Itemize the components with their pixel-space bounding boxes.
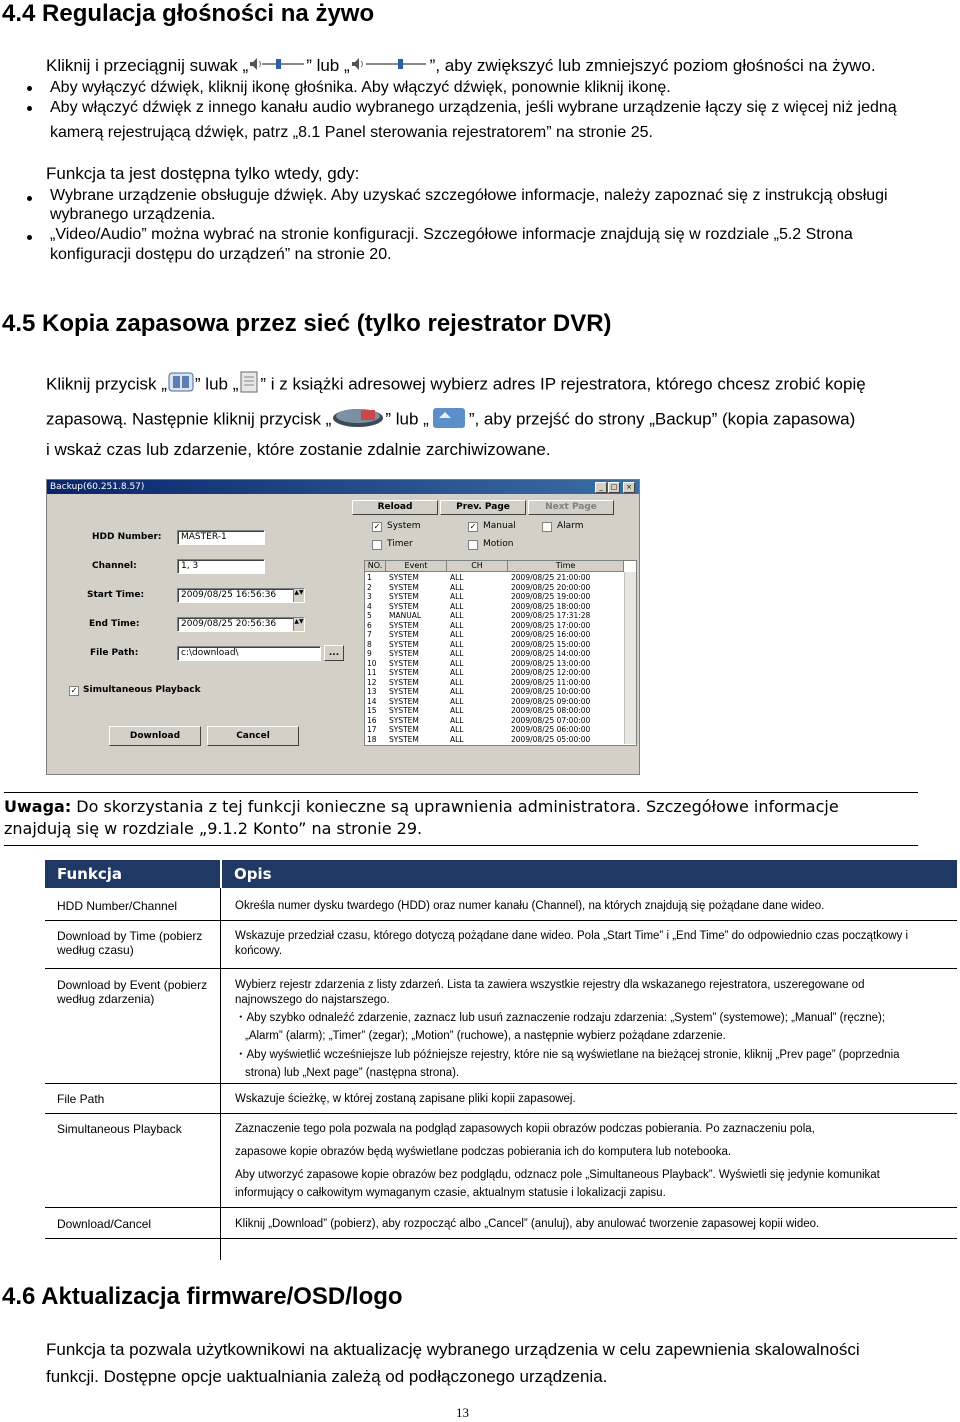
row-no: 18 [367,734,377,744]
row-event: MANUAL [389,611,422,620]
row-event: SYSTEM [389,582,419,592]
col-time-header[interactable]: Time [508,561,624,572]
alarm-checkbox[interactable] [542,522,552,532]
event-row[interactable] [365,630,623,639]
text-run: Download by Event (pobierz [57,978,208,992]
channel-select[interactable]: 1, 3 [177,559,265,574]
row-event: SYSTEM [389,649,419,658]
section-4-5-line1 [46,370,866,400]
row-ch: ALL [450,649,464,658]
row-event: SYSTEM [389,573,419,582]
browse-button[interactable]: ... [324,645,344,661]
col-event-header[interactable]: Event [386,561,447,572]
timer-label: Timer [387,539,413,549]
event-list[interactable] [364,560,637,746]
text-run: ”, aby przejść do strony „Backup” (kopia zapasowa) [468,409,856,429]
row-ch: ALL [450,611,464,620]
next-page-button[interactable]: Next Page [528,500,614,515]
row-simul-func: Simultaneous Playback [57,1122,182,1136]
event-row[interactable] [365,592,623,601]
row-hdd-desc: Określa numer dysku twardego (HDD) oraz numer kanału (Channel), na których znajdują się pożądane dane wideo. [235,900,825,912]
text-run: Kliknij i przeciągnij suwak „ [46,56,249,75]
minimize-icon[interactable]: _ [595,482,607,493]
row-time: 2009/08/25 07:00:00 [511,715,591,725]
row-ch: ALL [450,601,464,611]
row-time-desc [235,929,950,959]
row-simul-desc [235,1122,950,1201]
event-row[interactable] [365,640,623,649]
manual-checkbox[interactable]: ✓ [469,522,477,531]
event-row[interactable] [365,659,623,668]
row-ch: ALL [450,630,464,639]
text-run: ” lub „ [385,409,429,429]
section-4-6-line2: funkcji. Dostępne opcje uaktualniania zależą od podłączonego urządzenia. [46,1367,608,1386]
text-run: najnowszego do najstarszego. [235,994,390,1006]
text-run: końcowy. [235,945,283,957]
row-event: SYSTEM [389,630,419,639]
row-time: 2009/08/25 14:00:00 [511,649,591,658]
text-run: Download by Time (pobierz [57,929,203,943]
col-no-header[interactable]: NO. [365,561,386,572]
start-time-spinner[interactable]: ▲▼ [293,589,304,602]
note-label: Uwaga: [4,797,72,816]
bullet-channel-line2: kamerą rejestrującą dźwięk, patrz „8.1 Panel sterowania rejestratorem” na stronie 25. [50,124,653,141]
row-ch: ALL [450,592,464,601]
section-4-4-title: 4.4 Regulacja głośności na żywo [2,0,375,27]
row-no: 17 [367,725,377,734]
text-run: strona) lub „Next page” (następna strona). [245,1067,460,1079]
row-time: 2009/08/25 17:31:28 [511,611,591,620]
text-run: ”, aby zwiększyć lub zmniejszyć poziom głośności na żywo. [429,56,876,75]
row-event: SYSTEM [389,658,419,668]
row-ch: ALL [450,687,464,696]
end-time-label: End Time: [89,619,140,629]
page-number: 13 [456,1405,469,1420]
volume-slider-icon [248,56,306,78]
row-divider [45,1207,957,1208]
channel-label: Channel: [92,561,137,571]
event-row[interactable] [365,611,623,620]
bullet-mute-text: Aby wyłączyć dźwięk, kliknij ikonę głośnika. Aby włączyć dźwięk, ponownie kliknij ikonę. [50,79,671,96]
close-icon[interactable]: × [623,482,635,493]
row-time: 2009/08/25 09:00:00 [511,696,591,706]
row-event: SYSTEM [389,706,419,715]
row-no: 13 [367,687,377,696]
row-time: 2009/08/25 19:00:00 [511,592,591,601]
text-run: Zaznaczenie tego pola pozwala na podgląd zapasowych kopii obrazów podczas pobierania. Po zaznaczeniu pola, [235,1123,815,1135]
hdd-label: HDD Number: [92,532,162,542]
dialog-title: Backup(60.251.8.57) [50,482,145,492]
file-path-label: File Path: [90,648,139,658]
bullet [27,235,32,240]
availability-1-line1: Wybrane urządzenie obsługuje dźwięk. Aby uzyskać szczegółowe informacje, należy zapoznać się z instrukcją obsługi [50,187,888,204]
row-ch: ALL [450,639,464,649]
text-run: Aby szybko odnaleźć zdarzenie, zaznacz lub usuń zaznaczenie rodzaju zdarzenia: „System” (systemowe); „Manual” (ręczne); [246,1012,886,1024]
availability-1-line2: wybranego urządzenia. [50,206,216,223]
note-top-rule [4,792,918,793]
row-no: 5 [367,611,372,620]
alarm-label: Alarm [557,521,584,531]
row-no: 1 [367,573,372,582]
section-4-5-line3: i wskaż czas lub zdarzenie, które zostanie zdalnie zarchiwizowane. [46,440,551,459]
row-event: SYSTEM [389,687,419,696]
row-event: SYSTEM [389,715,419,725]
simultaneous-playback-label: Simultaneous Playback [83,685,201,695]
row-no: 9 [367,649,372,658]
text-run: ” i z książki adresowej wybierz adres IP rejestratora, którego chcesz zrobić kopię [260,374,866,394]
motion-checkbox[interactable] [468,540,478,550]
text-run: według zdarzenia) [57,992,155,1006]
row-ch: ALL [450,696,464,706]
row-no: 2 [367,582,372,592]
text-run: Wskazuje przedział czasu, którego dotyczą pożądane dane wideo. Pola „Start Time” i „End Time” do odpowiednio czas początkowy i [235,930,909,942]
row-time: 2009/08/25 11:00:00 [511,677,591,687]
row-event: SYSTEM [389,677,419,687]
event-row[interactable] [365,725,623,734]
row-event-desc [235,978,950,1081]
event-row[interactable] [365,649,623,658]
row-download-func: Download/Cancel [57,1217,152,1231]
section-4-6-line1: Funkcja ta pozwala użytkownikowi na aktualizację wybranego urządzenia w celu zapewnienia skalowalności [46,1340,860,1359]
bullet-channel-line1: Aby włączyć dźwięk z innego kanału audio wybranego urządzenia, jeśli wybrane urządzenie łączy się z więcej niż jedną [50,99,897,116]
reload-button[interactable]: Reload [352,500,438,515]
row-ch: ALL [450,668,464,677]
open-book-icon [167,371,195,399]
text-run: Wybierz rejestr zdarzenia z listy zdarzeń. Lista ta zawiera wszystkie rejestry dla wskazanego rejestratora, uszeregowane od [235,979,865,991]
row-path-func: File Path [57,1092,105,1106]
row-time: 2009/08/25 13:00:00 [511,658,591,668]
availability-2-line1: „Video/Audio” można wybrać na stronie konfiguracji. Szczegółowe informacje znajdują się w rozdziale „5.2 Strona [50,226,853,243]
row-no: 7 [367,630,372,639]
table-header-function: Funkcja [45,860,220,888]
row-time: 2009/08/25 18:00:00 [511,601,591,611]
system-checkbox[interactable]: ✓ [373,522,381,531]
prev-page-button[interactable]: Prev. Page [440,500,526,515]
download-button[interactable]: Download [109,726,201,746]
system-label: System [387,521,421,531]
row-time: 2009/08/25 06:00:00 [511,725,591,734]
list-scrollbar[interactable] [624,572,636,744]
text-run [235,1048,950,1063]
row-no: 6 [367,620,372,630]
row-no: 3 [367,592,372,601]
row-time: 2009/08/25 12:00:00 [511,668,591,677]
event-row[interactable] [365,697,623,706]
section-4-5-line2 [46,404,855,436]
row-ch: ALL [450,706,464,715]
row-time: 2009/08/25 10:00:00 [511,687,591,696]
bullet [27,196,32,201]
row-event: SYSTEM [389,696,419,706]
row-divider [45,1083,957,1084]
text-run: ” lub „ [306,56,350,75]
address-book-icon [238,370,260,400]
row-no: 8 [367,639,372,649]
row-time: 2009/08/25 16:00:00 [511,630,591,639]
text-run: Kliknij przycisk „ [46,374,167,394]
row-event: SYSTEM [389,639,419,649]
row-time: 2009/08/25 05:00:00 [511,734,591,744]
backup-alt-icon [429,404,469,436]
table-header-description: Opis [222,860,957,888]
row-download-desc: Kliknij „Download” (pobierz), aby rozpocząć albo „Cancel” (anuluj), aby anulować tworzenie zapasowej kopii wideo. [235,1218,820,1230]
section-4-5-title: 4.5 Kopia zapasowa przez sieć (tylko rejestrator DVR) [2,310,612,337]
row-event: SYSTEM [389,592,419,601]
row-event: SYSTEM [389,620,419,630]
row-ch: ALL [450,582,464,592]
manual-label: Manual [483,521,516,531]
timer-checkbox[interactable] [372,540,382,550]
event-row[interactable] [365,678,623,687]
text-run: Aby utworzyć zapasowe kopie obrazów bez podglądu, odznacz pole „Simultaneous Playback”. Wyświetli się jedynie komunikat [235,1169,880,1181]
dialog-titlebar [47,480,639,494]
text-run: informujący o całkowitym wymaganym czasie, aktualnym statusie i lokalizacji zapisu. [235,1187,666,1199]
row-divider [45,1113,957,1114]
cancel-button[interactable]: Cancel [207,726,299,746]
row-no: 10 [367,658,377,668]
event-row[interactable] [365,735,623,744]
simultaneous-playback-checkbox[interactable]: ✓ [70,686,78,695]
motion-label: Motion [483,539,514,549]
col-ch-header[interactable]: CH [447,561,508,572]
row-ch: ALL [450,677,464,687]
table-column-rule [220,888,221,1260]
small-bullet: ・ [235,1012,247,1024]
row-divider [45,920,957,921]
start-time-input[interactable]: 2009/08/25 16:56:36 [177,588,305,603]
row-time: 2009/08/25 21:00:00 [511,573,591,582]
row-event: SYSTEM [389,734,419,744]
small-bullet: ・ [235,1049,247,1061]
event-row[interactable] [365,583,623,592]
row-ch: ALL [450,725,464,734]
text-run [235,1011,950,1026]
bullet [27,86,32,91]
row-hdd-func: HDD Number/Channel [57,899,178,913]
row-no: 4 [367,601,372,611]
row-ch: ALL [450,658,464,668]
row-no: 16 [367,715,377,725]
text-run: ” lub „ [194,374,239,394]
row-time: 2009/08/25 15:00:00 [511,639,591,649]
backup-dialog-screenshot [46,479,640,775]
volume-slider-alt-icon [350,56,430,78]
row-event: SYSTEM [389,601,419,611]
note-text: Do skorzystania z tej funkcji konieczne są uprawnienia administratora. Szczegółowe informacje [71,797,839,816]
event-row[interactable] [365,687,623,696]
event-row[interactable] [365,706,623,715]
note-line2: znajdują się w rozdziale „9.1.2 Konto” na stronie 29. [4,819,423,838]
row-time: 2009/08/25 20:00:00 [511,582,591,592]
row-no: 11 [367,668,377,677]
event-row[interactable] [365,668,623,677]
maximize-icon[interactable]: □ [608,482,620,493]
row-time: 2009/08/25 17:00:00 [511,620,591,630]
row-ch: ALL [450,620,464,630]
volume-slider-line [46,55,876,78]
end-time-spinner[interactable]: ▲▼ [293,618,304,631]
row-no: 14 [367,696,377,706]
row-event-func [57,978,217,1006]
row-time-func [57,929,217,957]
text-run: zapasowe kopie obrazów będą wyświetlane podczas pobierania ich do komputera lub notebooka. [235,1146,732,1158]
row-event: SYSTEM [389,668,419,677]
event-row[interactable] [365,716,623,725]
end-time-input[interactable]: 2009/08/25 20:56:36 [177,617,305,632]
backup-button-icon [331,405,385,435]
event-row[interactable] [365,573,623,582]
row-no: 12 [367,677,377,687]
row-ch: ALL [450,573,464,582]
availability-2-line2: konfiguracji dostępu do urządzeń” na stronie 20. [50,246,392,263]
row-time: 2009/08/25 08:00:00 [511,706,591,715]
row-event: SYSTEM [389,725,419,734]
section-4-6-title: 4.6 Aktualizacja firmware/OSD/logo [2,1283,403,1310]
file-path-input[interactable]: c:\download\ [177,646,321,661]
note-line1 [4,797,839,817]
row-divider [45,968,957,969]
note-bottom-rule [4,845,918,846]
row-ch: ALL [450,734,464,744]
table-bottom-rule [45,1238,957,1239]
bullet [27,106,32,111]
hdd-number-select[interactable]: MASTER-1 [177,530,265,545]
row-ch: ALL [450,715,464,725]
text-run: „Alarm” (alarm); „Timer” (zegar); „Motion” (ruchowe), a następnie wybierz pożądane zdarzenie. [245,1030,726,1042]
availability-intro: Funkcja ta jest dostępna tylko wtedy, gdy: [46,164,360,183]
text-run: według czasu) [57,943,134,957]
event-row[interactable] [365,621,623,630]
start-time-label: Start Time: [87,590,145,600]
text-run: zapasową. Następnie kliknij przycisk „ [46,409,332,429]
row-path-desc: Wskazuje ścieżkę, w której zostaną zapisane pliki kopii zapasowej. [235,1093,576,1105]
event-row[interactable] [365,602,623,611]
text-run: Aby wyświetlić wcześniejsze lub późniejsze rejestry, które nie są wyświetlane na bieżącej stronie, kliknij „Prev page” (poprzednia [246,1049,900,1061]
row-no: 15 [367,706,377,715]
